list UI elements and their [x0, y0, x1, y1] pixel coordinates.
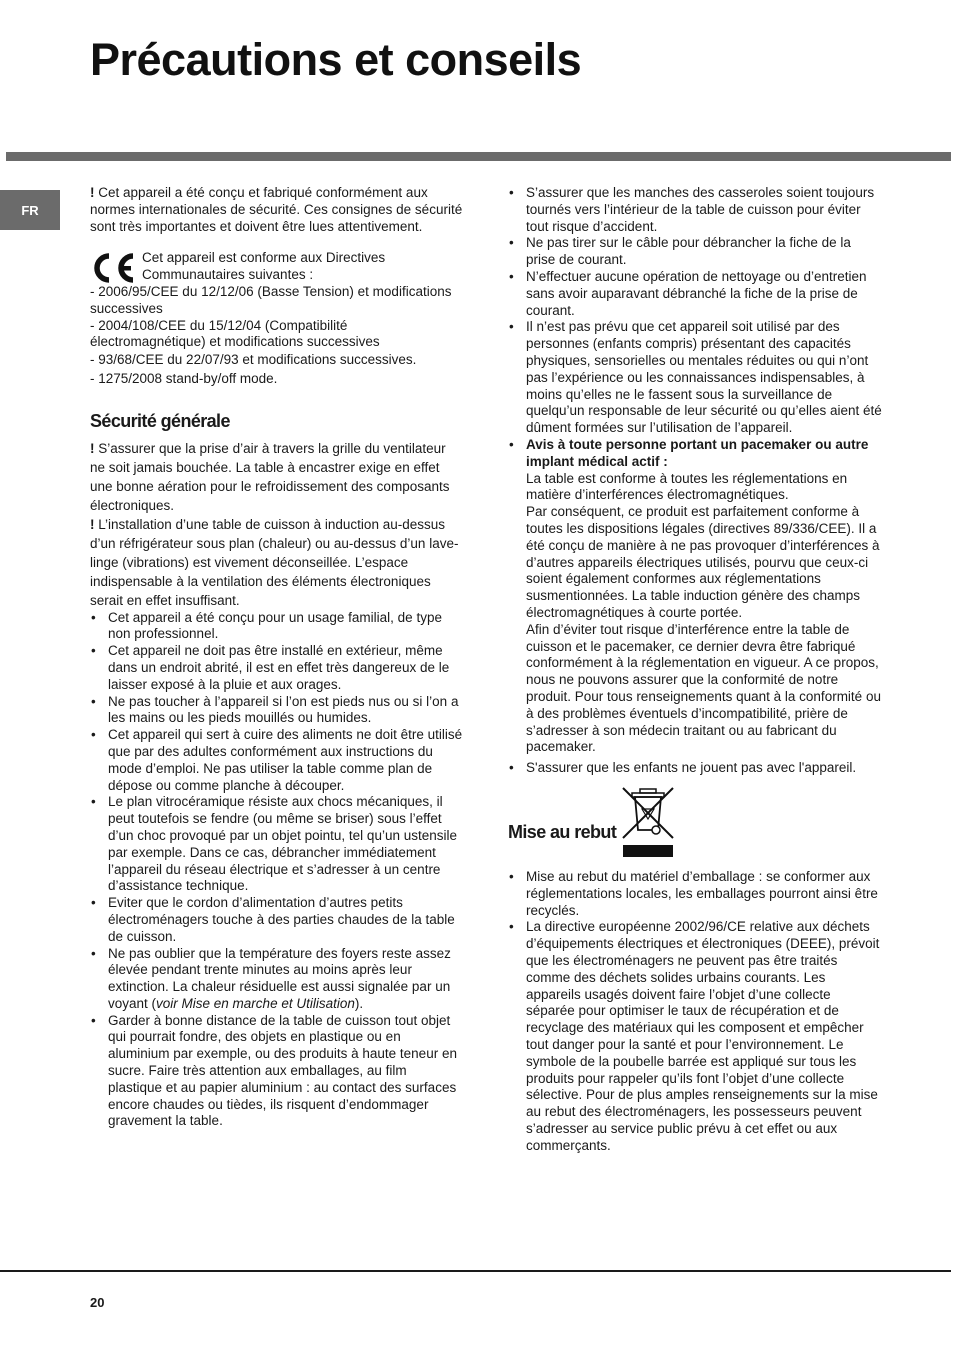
ce-conformity: [90, 250, 464, 387]
right-column: [508, 185, 882, 1155]
securite-list-continued: [508, 185, 882, 777]
warning-mark: !: [90, 516, 95, 532]
warning-mark: !: [90, 440, 95, 456]
list-item: • Cet appareil ne doit pas être installé en extérieur, même dans un endroit abrité, il est en effet très dangereux de le laisser exposé à la pluie et aux orages.: [90, 643, 464, 693]
intro-text: Cet appareil a été conçu et fabriqué conformément aux normes internationales de sécurité. Ces consignes de sécurité sont très importantes et doivent être lues attentivement.: [90, 185, 463, 234]
section-heading-mise-au-rebut: Mise au rebut: [508, 822, 617, 843]
section-heading-securite: Sécurité générale: [90, 410, 230, 431]
page-title: Précautions et conseils: [90, 34, 582, 85]
list-item: • N’effectuer aucune opération de nettoyage ou d’entretien sans avoir auparavant débranché la fiche de la prise de courant.: [508, 269, 882, 319]
left-column: [90, 185, 464, 1130]
list-item: • Il n’est pas prévu que cet appareil soit utilisé par des personnes (enfants compris) présentant des capacités physiques, sensorielles ou mentales réduites ou qui n’ont pas l’expérience ou les connaissances indispensables, à moins qu’elles ne le fassent sous la surveillance de quelqu’un responsable de leur sécurité ou qu’elles aient été dûment formées sur l’utilisation de l’appareil.: [508, 319, 882, 437]
list-item: • Le plan vitrocéramique résiste aux chocs mécaniques, il peut toutefois se fendre (ou même se briser) sous l’effet d’un choc provoqué par un objet pointu, tel qu’un ustensile par exemple. Dans ce cas, débrancher immédiatement l’appareil du réseau électrique et s’adresser à un centre d’assistance technique.: [90, 794, 464, 895]
securite-paragraph: ! L’installation d’une table de cuisson à induction au-dessus d’un réfrigérateur sous plan (chaleur) ou au-dessus d’un lave-linge (vibrations) est vivement déconseillée. L’espace indispensable à la ventilation des éléments électroniques serait en effet insuffisant.: [90, 516, 459, 608]
warning-mark: !: [90, 185, 95, 200]
securite-list: [90, 610, 464, 1131]
ce-intro: Cet appareil est conforme aux Directives Communautaires suivantes :: [142, 250, 386, 283]
list-item: • La directive européenne 2002/96/CE relative aux déchets d’équipements électriques et électroniques (DEEE), prévoit que les électroménagers ne peuvent pas être traités comme des déchets solides urbains courants. Les appareils usagés doivent faire l’objet d’une collecte séparée pour optimiser le taux de récupération et de recyclage des matériaux qui les composent et empêcher tout danger pour la santé et pour l’environnement. Le symbole de la poubelle barrée est appliqué sur tous les produits pour rappeler qu’ils font l’objet d’une collecte sélective. Pour de plus amples renseignements sur la mise au rebut des électroménagers, les possesseurs peuvent s’adresser au service public prévu à cet effet ou aux commerçants.: [508, 919, 882, 1154]
pacemaker-paragraph: La table est conforme à toutes les réglementations en matière d’interférences électromagnétiques.: [526, 470, 848, 503]
pacemaker-paragraph: Par conséquent, ce produit est parfaitement conforme à toutes les dispositions légales (directives 89/336/CEE). Il a été conçu de manière à ne pas provoquer d’interférences à d’autres appareils électriques utilisés, pourvu que ceux-ci soient également conformes aux réglementations susmentionnées. La table induction génère des champs électromagnétiques à courte portée.: [526, 504, 880, 620]
list-item: • Eviter que le cordon d’alimentation d’autres petits électroménagers touche à des parties chaudes de la table de cuisson.: [90, 895, 464, 945]
pacemaker-heading: Avis à toute personne portant un pacemaker ou autre implant médical actif :: [526, 436, 869, 469]
mise-au-rebut-header: [508, 785, 882, 859]
language-tab: FR: [0, 190, 60, 230]
list-item: • S’assurer que les manches des casseroles soient toujours tournés vers l’intérieur de la table de cuisson pour éviter tout risque d’accident.: [508, 185, 882, 235]
list-item: • Ne pas tirer sur le câble pour débrancher la fiche de la prise de courant.: [508, 235, 882, 269]
list-item-pacemaker: [508, 437, 882, 756]
list-item: • Cet appareil qui sert à cuire des aliments ne doit être utilisé que par des adultes conformément aux instructions du mode d’emploi. Ne pas utiliser la table comme plan de dépose ou comme planche à découper.: [90, 727, 464, 794]
list-item: • Cet appareil a été conçu pour un usage familial, de type non professionnel.: [90, 610, 464, 644]
pacemaker-paragraph: Afin d’éviter tout risque d’interférence entre la table de cuisson et le pacemaker, ce dernier devra être fabriqué conformément à la réglementation en vigueur. A ce propos, nous ne pouvons assurer que la conformité de notre produit. Pour tous renseignements quant à la conformité ou à des problèmes éventuels d’incompatibilité, prière de s’adresser à son médecin traitant ou au fabricant du pacemaker.: [526, 621, 881, 755]
ce-mark-icon: [90, 251, 136, 285]
ce-directive: - 1275/2008 stand-by/off mode.: [90, 370, 278, 386]
ce-directive: - 2006/95/CEE du 12/12/06 (Basse Tension) et modifications successives: [90, 283, 452, 316]
ce-directive: - 93/68/CEE du 22/07/93 et modifications successives.: [90, 352, 417, 368]
ce-directive: - 2004/108/CEE du 15/12/04 (Compatibilité électromagnétique) et modifications successives: [90, 317, 380, 350]
list-item: • Garder à bonne distance de la table de cuisson tout objet qui pourrait fondre, des objets en plastique ou en aluminium par exemple, ou des produits à haute teneur en sucre. Faire très attention aux emballages, au film plastique et au papier aluminium : au contact des surfaces encore chaudes ou tièdes, ils risquent d’endommager gravement la table.: [90, 1013, 464, 1131]
page-number: 20: [90, 1295, 105, 1310]
cross-reference: voir Mise en marche et Utilisation: [156, 995, 355, 1011]
footer-rule: [0, 1270, 951, 1272]
list-item: • Mise au rebut du matériel d’emballage : se conformer aux réglementations locales, les emballages pourront ainsi être recyclés.: [508, 869, 882, 919]
crossed-bin-icon: [620, 785, 676, 859]
mise-au-rebut-list: [508, 869, 882, 1155]
securite-paragraph: ! S’assurer que la prise d’air à travers la grille du ventilateur ne soit jamais bouchée. La table à encastrer exige en effet une bonne aération pour le refroidissement des composants électroniques.: [90, 440, 450, 513]
list-item: • Ne pas toucher à l’appareil si l’on est pieds nus ou si l’on a les mains ou les pieds mouillés ou humides.: [90, 694, 464, 728]
intro-paragraph: [90, 185, 464, 235]
list-item: • S'assurer que les enfants ne jouent pas avec l'appareil.: [508, 758, 882, 777]
title-rule: [6, 152, 951, 161]
list-item: • Ne pas oublier que la température des foyers reste assez élevée pendant trente minutes au moins après leur extinction. La chaleur résiduelle est aussi signalée par un voyant (voir Mise en marche et Utilisation).: [90, 946, 464, 1013]
